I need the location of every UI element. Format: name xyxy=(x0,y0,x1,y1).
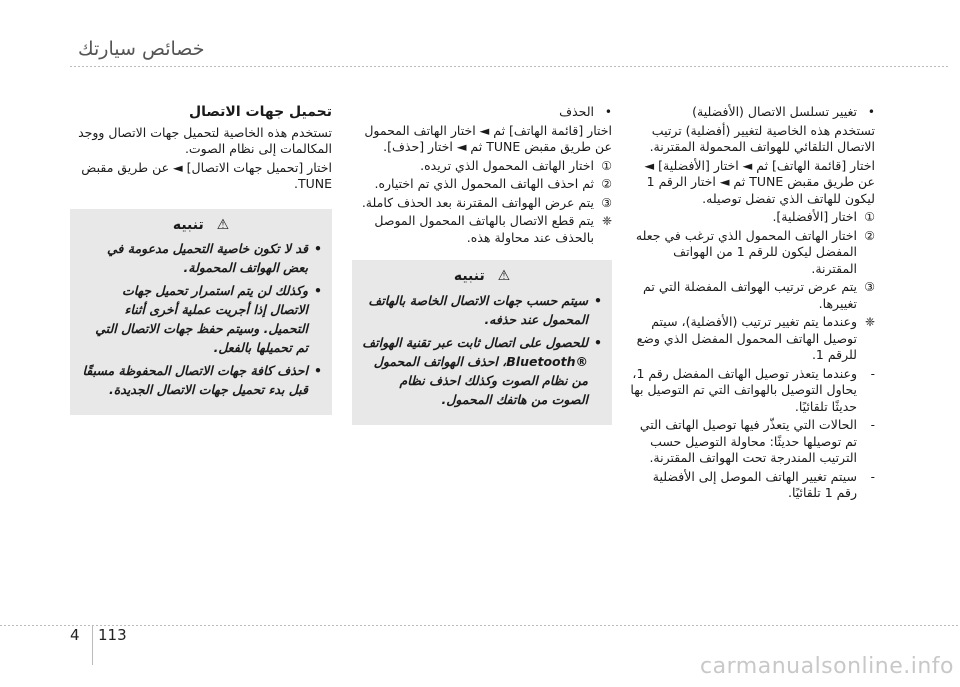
step-item xyxy=(630,209,875,226)
step-text: يتم عرض الهواتف المقترنة بعد الحذف كاملة. xyxy=(361,194,594,210)
step-number-icon: ① xyxy=(601,158,612,173)
header-rule xyxy=(70,66,950,67)
bullet-icon: • xyxy=(867,105,875,119)
section-title: خصائص سيارتك xyxy=(78,38,205,60)
heading-bullet xyxy=(352,104,612,121)
caution-text: احذف كافة جهات الاتصال المحفوظة مسبقًا قبل بدء تحميل جهات الاتصال الجديدة. xyxy=(82,363,308,397)
bullet-icon: • xyxy=(314,241,322,256)
caution-item xyxy=(362,333,602,409)
step-text: يتم عرض ترتيب الهواتف المفضلة التي تم تغييرها. xyxy=(643,279,857,311)
note-text: وعندما يتم تغيير ترتيب (الأفضلية)، سيتم توصيل الهاتف المحمول المفضل الذي وضع للرقم 1. xyxy=(636,314,857,362)
heading-text: تغيير تسلسل الاتصال (الأفضلية) xyxy=(692,104,857,119)
step-number-icon: ② xyxy=(601,177,612,191)
step-text: اختار الهاتف المحمول الذي تريده. xyxy=(420,157,594,173)
caution-header xyxy=(362,268,602,285)
caution-text: للحصول على اتصال ثابت عبر تقنية الهواتف ®Bluetooth، احذف الهواتف المحمول من نظام الصوت وكذلك احذف نظام الصوت من هاتفك المحمول. xyxy=(362,334,588,407)
section-heading: تحميل جهات الاتصال xyxy=(188,104,332,120)
note-item xyxy=(630,314,875,364)
bullet-icon: • xyxy=(314,283,322,298)
caution-text: قد لا تكون خاصية التحميل مدعومة في بعض الهواتف المحمولة. xyxy=(107,241,308,275)
step-number-icon: ① xyxy=(864,210,875,224)
section-number: 4 xyxy=(70,626,80,644)
dash-icon: - xyxy=(870,366,875,381)
caution-box xyxy=(70,209,332,416)
footer-rule xyxy=(0,625,960,626)
intro-text-2: اختار [تحميل جهات الاتصال] ◄ عن طريق مقبض TUNE. xyxy=(81,159,332,191)
watermark: carmanualsonline.info xyxy=(700,654,954,679)
warning-icon: ⚠ xyxy=(216,216,230,233)
right-column xyxy=(630,104,875,504)
bullet-icon: • xyxy=(604,105,612,119)
intro-text: اختار [قائمة الهاتف] ثم ◄ اختار الهاتف المحمول عن طريق مقبض TUNE ثم ◄ اختار [حذف]. xyxy=(364,122,612,154)
dash-item xyxy=(630,417,875,467)
bullet-icon: • xyxy=(594,292,602,308)
caution-item xyxy=(80,361,322,399)
step-number-icon: ② xyxy=(864,228,875,243)
dash-text: سيتم تغيير الهاتف الموصل إلى الأفضلية رقم 1 تلقائيًا. xyxy=(652,468,857,500)
footer-divider xyxy=(92,625,93,665)
note-item xyxy=(352,213,612,246)
caution-title: تنبيه xyxy=(453,268,485,284)
bullet-icon: • xyxy=(314,363,322,378)
note-text: يتم قطع الاتصال بالهاتف المحمول الموصل بالحذف عند محاولة هذه. xyxy=(374,213,594,245)
step-number-icon: ③ xyxy=(601,195,612,210)
step-item xyxy=(352,158,612,175)
step-item xyxy=(630,279,875,312)
caution-text: وكذلك لن يتم استمرار تحميل جهات الاتصال إذا أجريت عملية أخرى أثناء التحميل. وسيتم حفظ جهات الاتصال التي تم تحميلها بالفعل. xyxy=(95,283,308,355)
page-header xyxy=(70,38,950,68)
step-text: اختار الهاتف المحمول الذي ترغب في جعله المفضل ليكون للرقم 1 من الهواتف المقترنة. xyxy=(635,227,857,276)
left-column xyxy=(70,104,332,415)
step-item xyxy=(630,228,875,278)
heading-text: الحذف xyxy=(559,104,594,119)
dash-icon: - xyxy=(870,469,875,484)
step-text: اختار [الأفضلية]. xyxy=(772,209,857,224)
page-number: 113 xyxy=(98,626,127,644)
dash-icon: - xyxy=(870,418,875,432)
dash-item xyxy=(630,366,875,416)
intro-text: تستخدم هذه الخاصية لتحميل جهات الاتصال ووجد المكالمات إلى نظام الصوت. xyxy=(78,124,332,156)
intro-text-2: اختار [قائمة الهاتف] ثم ◄ اختار [الأفضلية] ◄ عن طريق مقبض TUNE ثم ◄ اختار الرقم 1 ليكون للهاتف الذي تفضل توصيله. xyxy=(644,157,875,206)
caution-item xyxy=(80,239,322,277)
dash-text: الحالات التي يتعذّر فيها توصيل الهاتف التي تم توصيلها حديثًا: محاولة التوصيل حسب الترتيب المندرجة تحت الهواتف المقترنة. xyxy=(639,417,857,465)
note-mark-icon: ❈ xyxy=(601,214,612,228)
warning-icon: ⚠ xyxy=(497,268,511,284)
caution-item xyxy=(362,291,602,329)
caution-header xyxy=(80,217,322,234)
note-mark-icon: ❈ xyxy=(864,315,875,329)
bullet-icon: • xyxy=(594,334,602,350)
dash-text: وعندما يتعذر توصيل الهاتف المفضل رقم 1، يحاول التوصيل بالهواتف التي تم التوصيل بها حديثًا تلقائيًا. xyxy=(630,365,857,414)
caution-item xyxy=(80,281,322,357)
middle-column xyxy=(352,104,612,425)
step-item xyxy=(352,195,612,212)
caution-title: تنبيه xyxy=(172,216,204,233)
caution-text: سيتم حسب جهات الاتصال الخاصة بالهاتف المحمول عند حذفه. xyxy=(368,292,588,327)
step-item xyxy=(352,176,612,193)
caution-box xyxy=(352,260,612,425)
step-text: ثم احذف الهاتف المحمول الذي تم اختياره. xyxy=(374,176,594,191)
dash-item xyxy=(630,469,875,502)
intro-text: تستخدم هذه الخاصية لتغيير (أفضلية) ترتيب الاتصال التلقائي للهواتف المحمولة المقترنة. xyxy=(649,122,875,154)
heading-bullet xyxy=(630,104,875,121)
step-number-icon: ③ xyxy=(864,280,875,294)
